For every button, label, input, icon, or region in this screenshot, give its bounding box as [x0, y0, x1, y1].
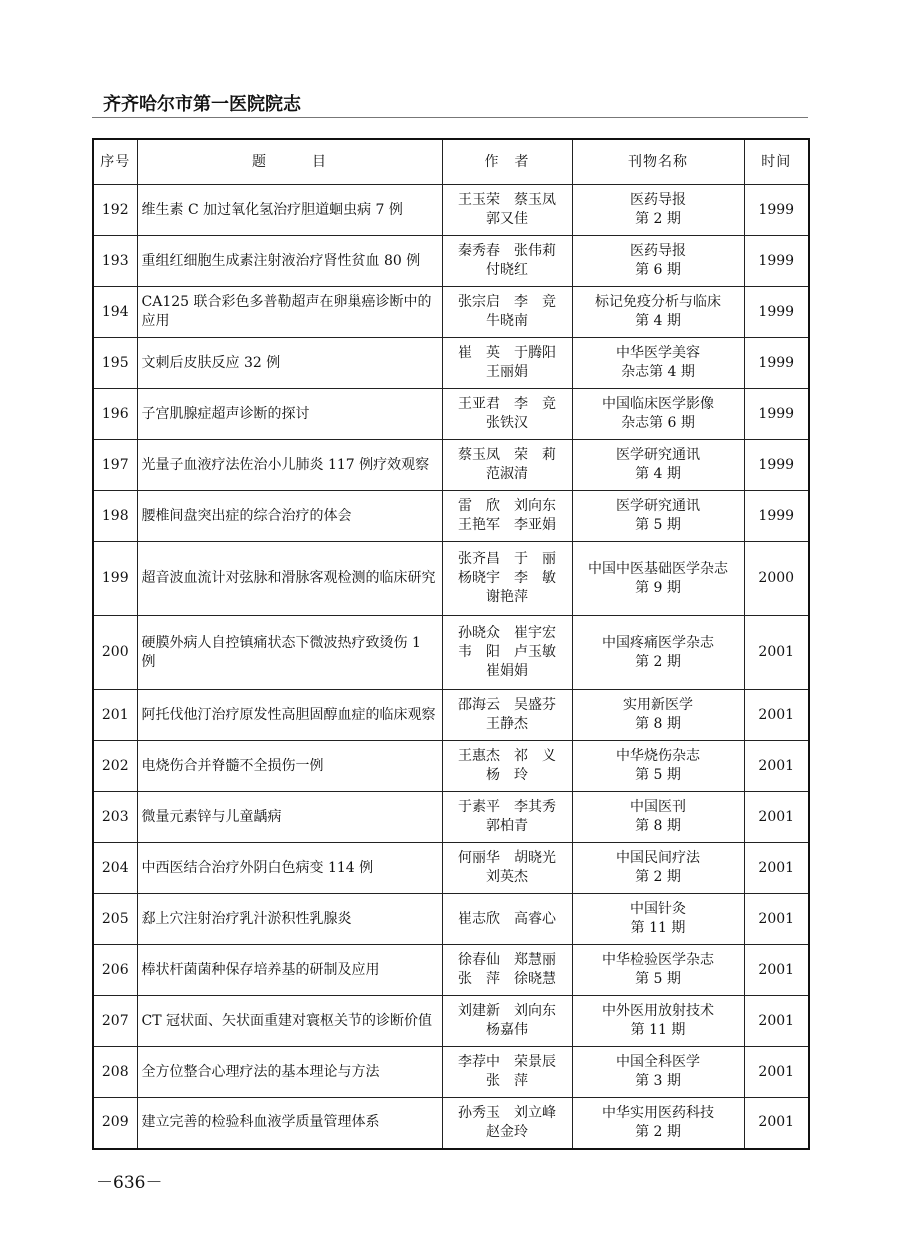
author-line: 牛晓南 — [486, 313, 528, 329]
row-title: 维生素 C 加过氧化氢治疗胆道蛔虫病 7 例 — [137, 185, 442, 236]
author-line: 刘建新 刘向东 — [458, 1003, 556, 1019]
row-year: 1999 — [744, 338, 809, 389]
author-line: 王亚君 李 竞 — [458, 396, 556, 412]
row-year: 2001 — [744, 1047, 809, 1098]
author-line: 张 萍 徐晓慧 — [458, 971, 556, 987]
table-row — [93, 843, 809, 894]
journal-line: 第 8 期 — [635, 716, 681, 732]
row-year: 2001 — [744, 996, 809, 1047]
row-title: 腰椎间盘突出症的综合治疗的体会 — [137, 491, 442, 542]
row-seq: 198 — [93, 491, 137, 542]
row-title: 硬膜外病人自控镇痛状态下微波热疗致烫伤 1 例 — [137, 616, 442, 690]
row-title: 全方位整合心理疗法的基本理论与方法 — [137, 1047, 442, 1098]
row-authors — [442, 1047, 572, 1098]
row-authors — [442, 491, 572, 542]
column-header-seq: 序号 — [93, 139, 137, 185]
journal-line: 中国临床医学影像 — [602, 396, 714, 412]
table-row — [93, 945, 809, 996]
author-line: 韦 阳 卢玉敏 — [458, 644, 556, 660]
journal-line: 第 6 期 — [635, 262, 681, 278]
journal-line: 标记免疫分析与临床 — [595, 294, 721, 310]
row-authors — [442, 945, 572, 996]
row-authors — [442, 996, 572, 1047]
author-line: 崔志欣 高睿心 — [458, 910, 556, 927]
author-line: 于素平 李其秀 — [458, 799, 556, 815]
row-journal — [572, 491, 744, 542]
row-seq: 208 — [93, 1047, 137, 1098]
journal-line: 中国针灸 — [630, 901, 686, 917]
author-line: 杨晓宇 李 敏 — [458, 570, 556, 586]
row-seq: 207 — [93, 996, 137, 1047]
row-year: 2001 — [744, 894, 809, 945]
row-year: 2001 — [744, 1098, 809, 1149]
row-seq: 199 — [93, 542, 137, 616]
row-title: 棒状杆菌菌种保存培养基的研制及应用 — [137, 945, 442, 996]
row-journal — [572, 945, 744, 996]
row-journal — [572, 185, 744, 236]
row-journal — [572, 843, 744, 894]
row-seq: 197 — [93, 440, 137, 491]
journal-line: 第 11 期 — [630, 920, 686, 936]
author-line: 孙晓众 崔宇宏 — [458, 625, 556, 641]
row-title: 微量元素锌与儿童龋病 — [137, 792, 442, 843]
author-line: 杨 玲 — [486, 767, 528, 783]
row-journal — [572, 894, 744, 945]
row-authors — [442, 1098, 572, 1149]
author-line: 秦秀春 张伟莉 — [458, 243, 556, 259]
journal-line: 第 2 期 — [635, 653, 681, 670]
row-title: 文刺后皮肤反应 32 例 — [137, 338, 442, 389]
row-journal — [572, 616, 744, 690]
row-authors — [442, 542, 572, 616]
row-title: 光量子血液疗法佐治小儿肺炎 117 例疗效观察 — [137, 440, 442, 491]
row-seq: 205 — [93, 894, 137, 945]
row-journal — [572, 1098, 744, 1149]
author-line: 张 萍 — [486, 1073, 528, 1089]
table-row — [93, 741, 809, 792]
row-title: 建立完善的检验科血液学质量管理体系 — [137, 1098, 442, 1149]
table-header-row — [93, 139, 809, 185]
row-title: 郄上穴注射治疗乳汁淤积性乳腺炎 — [137, 894, 442, 945]
author-line: 崔娟娟 — [486, 663, 528, 679]
journal-line: 医学研究通讯 — [616, 447, 700, 463]
row-journal — [572, 389, 744, 440]
journal-line: 中外医用放射技术 — [602, 1003, 714, 1019]
table-body — [93, 185, 809, 1149]
journal-line: 第 5 期 — [635, 767, 681, 783]
journal-line: 第 2 期 — [635, 869, 681, 885]
author-line: 范淑清 — [486, 466, 528, 482]
row-authors — [442, 440, 572, 491]
author-line: 李荐中 荣景辰 — [458, 1054, 556, 1070]
row-year: 2001 — [744, 741, 809, 792]
row-authors — [442, 616, 572, 690]
journal-line: 实用新医学 — [623, 697, 693, 713]
journal-line: 第 2 期 — [635, 211, 681, 227]
row-title: 电烧伤合并脊髓不全损伤一例 — [137, 741, 442, 792]
journal-line: 第 5 期 — [635, 971, 681, 987]
row-seq: 195 — [93, 338, 137, 389]
row-journal — [572, 741, 744, 792]
row-year: 2001 — [744, 843, 809, 894]
row-seq: 202 — [93, 741, 137, 792]
row-year: 1999 — [744, 185, 809, 236]
row-title: 重组红细胞生成素注射液治疗肾性贫血 80 例 — [137, 236, 442, 287]
table-row — [93, 287, 809, 338]
author-line: 邵海云 吴盛芬 — [458, 697, 556, 713]
table-row — [93, 996, 809, 1047]
row-seq: 201 — [93, 690, 137, 741]
author-line: 谢艳萍 — [486, 589, 528, 605]
row-authors — [442, 287, 572, 338]
author-line: 王艳军 李亚娟 — [458, 517, 556, 533]
table-row — [93, 542, 809, 616]
author-line: 王玉荣 蔡玉凤 — [458, 192, 556, 208]
table-row — [93, 1047, 809, 1098]
table-row — [93, 338, 809, 389]
journal-line: 第 5 期 — [635, 517, 681, 533]
column-header-authors: 作 者 — [442, 139, 572, 185]
row-journal — [572, 996, 744, 1047]
author-line: 徐春仙 郑慧丽 — [458, 952, 556, 968]
journal-line: 第 8 期 — [635, 818, 681, 834]
row-year: 2001 — [744, 945, 809, 996]
table-row — [93, 616, 809, 690]
author-line: 王丽娟 — [486, 364, 528, 380]
row-authors — [442, 843, 572, 894]
author-line: 王静杰 — [486, 716, 528, 732]
journal-line: 中国中医基础医学杂志 — [588, 560, 728, 577]
row-authors — [442, 690, 572, 741]
journal-line: 第 4 期 — [635, 313, 681, 329]
row-year: 1999 — [744, 440, 809, 491]
row-journal — [572, 792, 744, 843]
row-seq: 192 — [93, 185, 137, 236]
journal-line: 杂志第 6 期 — [621, 415, 695, 431]
row-authors — [442, 389, 572, 440]
column-header-title: 题 目 — [137, 139, 442, 185]
table-row — [93, 690, 809, 741]
row-authors — [442, 338, 572, 389]
column-header-journal: 刊物名称 — [572, 139, 744, 185]
author-line: 王惠杰 祁 义 — [458, 748, 556, 764]
journal-line: 中国疼痛医学杂志 — [602, 634, 714, 651]
author-line: 蔡玉凤 荣 莉 — [458, 447, 556, 463]
table-row — [93, 894, 809, 945]
author-line: 杨嘉伟 — [486, 1022, 528, 1038]
row-seq: 206 — [93, 945, 137, 996]
journal-line: 中华烧伤杂志 — [616, 748, 700, 764]
author-line: 郭柏青 — [486, 818, 528, 834]
table-row — [93, 792, 809, 843]
column-header-year: 时间 — [744, 139, 809, 185]
row-seq: 193 — [93, 236, 137, 287]
row-title: CT 冠状面、矢状面重建对寰枢关节的诊断价值 — [137, 996, 442, 1047]
row-seq: 209 — [93, 1098, 137, 1149]
row-authors — [442, 894, 572, 945]
journal-line: 医药导报 — [630, 192, 686, 208]
author-line: 张铁汉 — [486, 415, 528, 431]
journal-line: 第 2 期 — [635, 1123, 681, 1140]
author-line: 赵金玲 — [486, 1123, 528, 1140]
author-line: 何丽华 胡晓光 — [458, 850, 556, 866]
row-journal — [572, 287, 744, 338]
row-title: 子宫肌腺症超声诊断的探讨 — [137, 389, 442, 440]
table-row — [93, 236, 809, 287]
row-title: 阿托伐他汀治疗原发性高胆固醇血症的临床观察 — [137, 690, 442, 741]
row-year: 1999 — [744, 389, 809, 440]
author-line: 张宗启 李 竞 — [458, 294, 556, 310]
row-journal — [572, 338, 744, 389]
journal-line: 中华检验医学杂志 — [602, 952, 714, 968]
row-year: 2000 — [744, 542, 809, 616]
row-year: 2001 — [744, 616, 809, 690]
row-year: 1999 — [744, 491, 809, 542]
row-title: 超音波血流计对弦脉和滑脉客观检测的临床研究 — [137, 542, 442, 616]
row-year: 1999 — [744, 236, 809, 287]
author-line: 张齐昌 于 丽 — [458, 551, 556, 567]
row-journal — [572, 690, 744, 741]
row-title: 中西医结合治疗外阴白色病变 114 例 — [137, 843, 442, 894]
journal-line: 第 3 期 — [635, 1073, 681, 1089]
row-journal — [572, 440, 744, 491]
author-line: 崔 英 于腾阳 — [458, 345, 556, 361]
row-authors — [442, 236, 572, 287]
journal-line: 中华医学美容 — [616, 345, 700, 361]
table-row — [93, 185, 809, 236]
row-seq: 196 — [93, 389, 137, 440]
row-authors — [442, 741, 572, 792]
table-row — [93, 389, 809, 440]
author-line: 刘英杰 — [486, 869, 528, 885]
journal-line: 医药导报 — [630, 243, 686, 259]
table-row — [93, 491, 809, 542]
row-title: CA125 联合彩色多普勒超声在卵巢癌诊断中的应用 — [137, 287, 442, 338]
journal-line: 中国全科医学 — [616, 1054, 700, 1070]
author-line: 郭又佳 — [486, 211, 528, 227]
journal-line: 中国医刊 — [630, 799, 686, 815]
row-journal — [572, 236, 744, 287]
author-line: 孙秀玉 刘立峰 — [458, 1104, 556, 1121]
row-journal — [572, 1047, 744, 1098]
journal-line: 医学研究通讯 — [616, 498, 700, 514]
row-seq: 203 — [93, 792, 137, 843]
journal-line: 中国民间疗法 — [616, 850, 700, 866]
row-seq: 204 — [93, 843, 137, 894]
journal-line: 杂志第 4 期 — [621, 364, 695, 380]
row-year: 2001 — [744, 690, 809, 741]
table-row — [93, 440, 809, 491]
journal-line: 第 4 期 — [635, 466, 681, 482]
row-year: 2001 — [744, 792, 809, 843]
table-row — [93, 1098, 809, 1149]
journal-line: 第 9 期 — [635, 579, 681, 596]
journal-line: 中华实用医药科技 — [602, 1104, 714, 1121]
row-authors — [442, 185, 572, 236]
row-seq: 200 — [93, 616, 137, 690]
row-journal — [572, 542, 744, 616]
publication-table — [92, 138, 810, 1150]
page-number: －636－ — [96, 1173, 163, 1193]
author-line: 雷 欣 刘向东 — [458, 498, 556, 514]
header-rule — [92, 117, 808, 118]
page-header-title: 齐齐哈尔市第一医院院志 — [103, 94, 301, 115]
row-seq: 194 — [93, 287, 137, 338]
row-authors — [442, 792, 572, 843]
journal-line: 第 11 期 — [630, 1022, 686, 1038]
row-year: 1999 — [744, 287, 809, 338]
author-line: 付晓红 — [486, 262, 528, 278]
